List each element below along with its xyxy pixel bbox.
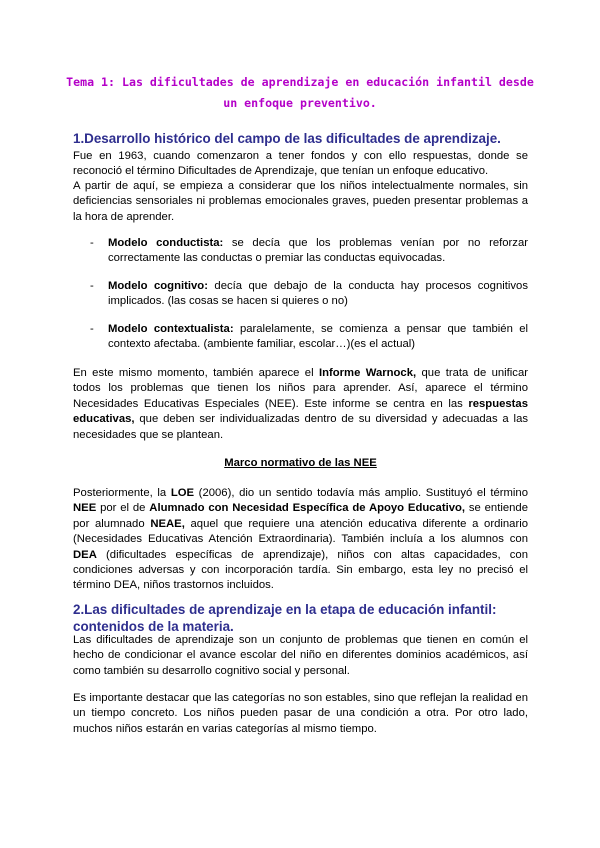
section-2-heading: 2.Las dificultades de aprendizaje en la etapa de educación infantil: contenidos de la materia.	[73, 602, 497, 634]
model-description: se decía que los problemas venían por no reforzar correctamente las conductas o premiar las conductas equivocadas.	[108, 237, 528, 265]
list-dash: -	[90, 237, 94, 249]
respuestas-educativas: respuestas educativas,	[73, 397, 528, 426]
section-2-paragraph-2: Es importante destacar que las categorías no son estables, sino que reflejan la realidad en un tiempo concreto. Los niños pueden pasar de una condición a otra. Por otro lado, muchos niños estarán en varias categorías al mismo tiempo.	[73, 692, 528, 735]
section-1-heading: 1.Desarrollo histórico del campo de las dificultades de aprendizaje.	[73, 131, 501, 146]
nee-term: NEE	[73, 502, 97, 515]
section-1-paragraph-2: A partir de aquí, se empieza a considerar que los niños intelectualmente normales, sin deficiencias sensoriales ni problemas emocionales graves, pueden presentar problemas a la hora de aprender.	[73, 180, 528, 223]
model-item-conductista	[90, 236, 528, 267]
marco-normativo-paragraph: Posteriormente, la LOE (2006), dio un sentido todavía más amplio. Sustituyó el término NEE por el de Alumnado con Necesidad Específica de Apoyo Educativo, se entiende por alumnado NEAE, aquel que requiere una atención educativa diferente a ordinario (Necesidades Educativas Atención Extraordinaria). También incluía a los alumnos con DEA (dificultades específicas de aprendizaje), niños con altas capacidades, con condiciones adversas y con incorporación tardía. Sin embargo, esta ley no precisó el término DEA, niños trastornos incluidos.	[73, 487, 529, 592]
loe-term: LOE	[170, 487, 195, 499]
model-name: Modelo conductista:	[108, 237, 224, 249]
model-item-cognitivo	[90, 279, 528, 310]
section-2-paragraph-1: Las dificultades de aprendizaje son un conjunto de problemas que tienen en común el hecho de condicionar el avance escolar del niño en diferentes dominios académicos, así como también su desarrollo cognitivo social y personal.	[73, 634, 528, 677]
model-description: decía que debajo de la conducta hay procesos cognitivos implicados. (las cosas se hacen si quieres o no)	[108, 280, 528, 308]
informe-warnock: Informe Warnock,	[318, 367, 417, 379]
list-dash: -	[90, 280, 94, 292]
marco-normativo-heading: Marco normativo de las NEE	[224, 457, 377, 469]
section-1-paragraph-3: En este mismo momento, también aparece el Informe Warnock, que trata de unificar todos los problemas que tienen los niños para aprender. Así, aparece el término Necesidades Educativas Especiales (NEE). Este informe se centra en las respuestas educativas, que deben ser individualizadas dentro de su diversidad y adecuadas a las necesidades que se plantean.	[73, 367, 528, 441]
model-name: Modelo cognitivo:	[108, 280, 208, 292]
document-title	[60, 72, 540, 114]
model-item-contextualista	[90, 322, 528, 353]
neae-term: NEAE,	[150, 517, 185, 530]
title-line-2: un enfoque preventivo.	[223, 96, 377, 110]
title-line-1: Tema 1: Las dificultades de aprendizaje en educación infantil desde	[66, 75, 534, 89]
list-dash: -	[90, 323, 94, 335]
neae-definition: Alumnado con Necesidad Específica de Apoyo Educativo,	[149, 502, 466, 515]
section-1-paragraph-1: Fue en 1963, cuando comenzaron a tener fondos y con ello respuestas, donde se reconoció el término Dificultades de Aprendizaje, que tenían un enfoque educativo.	[73, 150, 528, 178]
model-name: Modelo contextualista:	[108, 323, 234, 335]
dea-term: DEA	[73, 548, 97, 561]
model-description: paralelamente, se comienza a pensar que también el contexto afectaba. (ambiente familiar, escolar…)(es el actual)	[108, 323, 528, 351]
